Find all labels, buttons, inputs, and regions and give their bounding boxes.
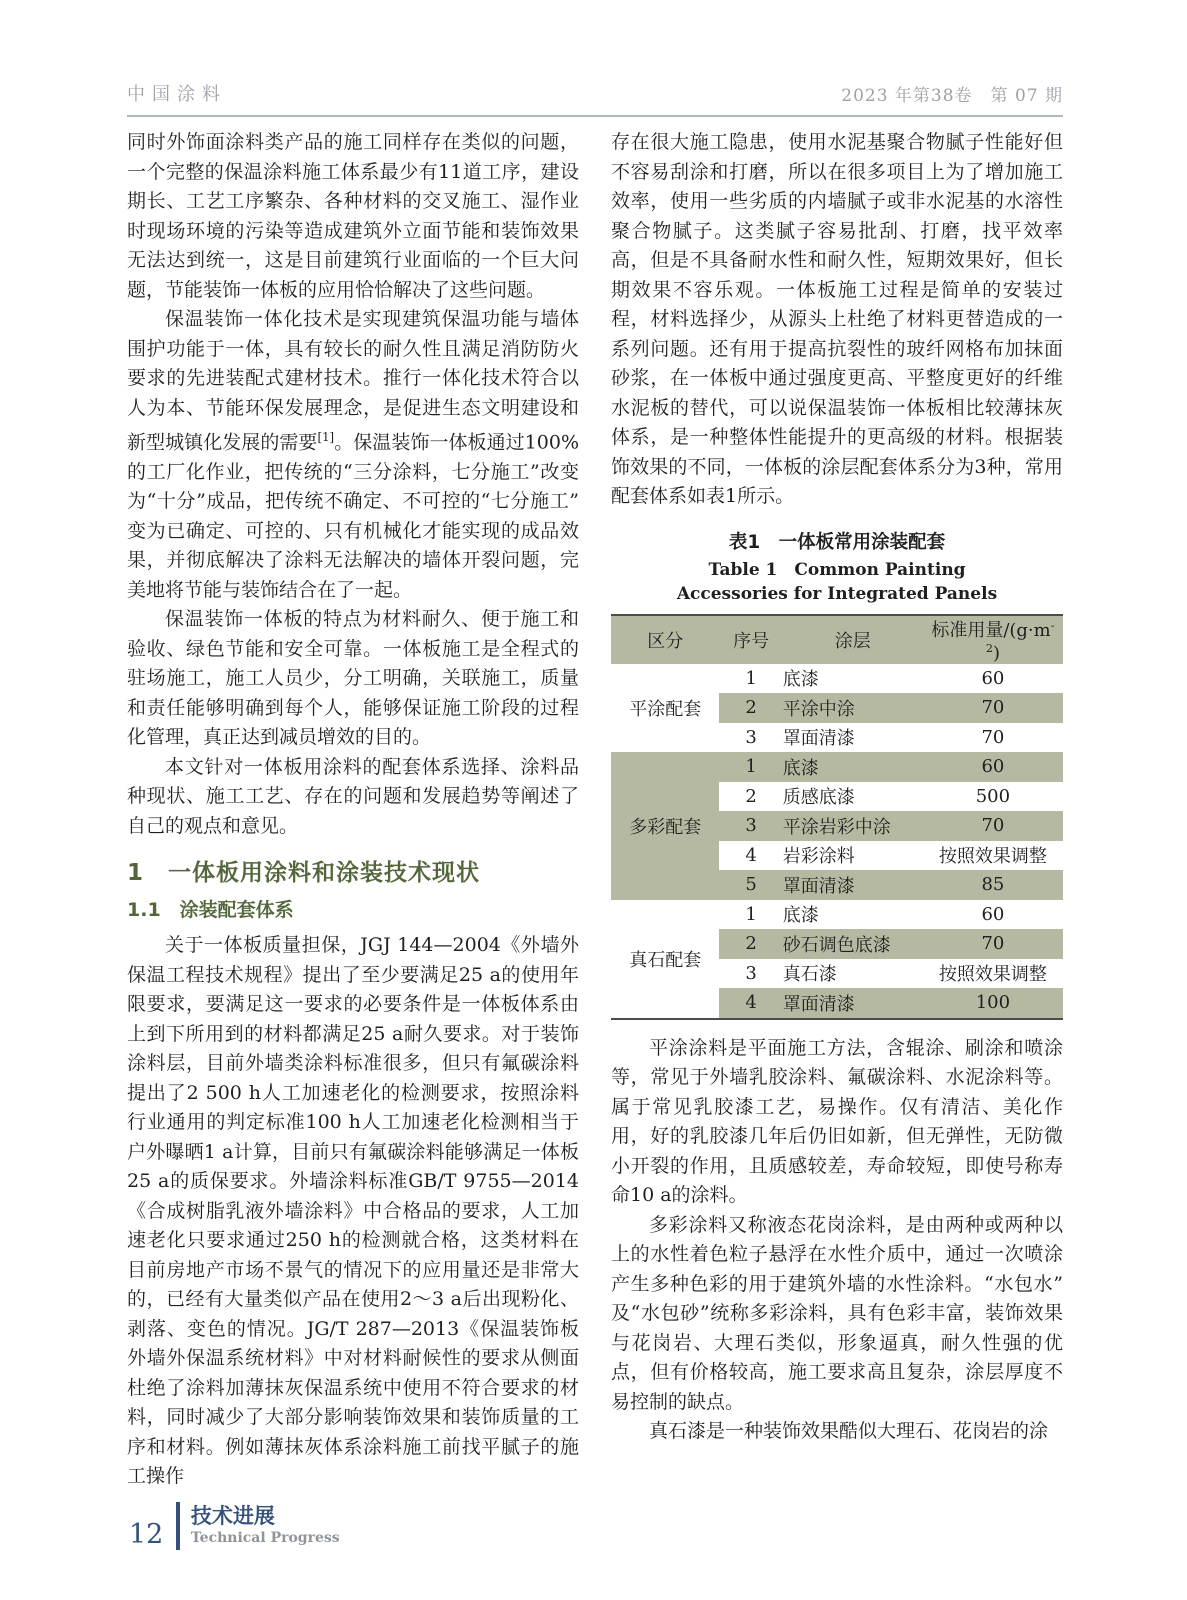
table-cell: 平涂中涂 <box>783 693 923 723</box>
coating-system-table <box>611 614 1063 1020</box>
table-cell: 3 <box>719 811 782 841</box>
footer-section-zh: 技术进展 <box>190 1504 275 1528</box>
table-caption-zh: 表1 一体板常用涂装配套 <box>728 531 946 553</box>
table-cell: 500 <box>975 785 1011 807</box>
table-cell: 罩面清漆 <box>782 728 855 750</box>
table-cell: 岩彩涂料 <box>782 846 855 868</box>
paragraph: 保温装饰一体化技术是实现建筑保温功能与墙体围护功能于一体，具有较长的耐久性且满足消防防火要求的先进装配式建材技术。推行一体化技术符合以人为本、节能环保发展理念，是促进生态文明建设和新型城镇化发展的需要[1]。保温装饰一体板通过100%的工厂化作业，把传统的“三分涂料，七分施工”改变为“十分”成品，把传统不确定、不可控的“七分施工”变为已确定、可控的、只有机械化才能实现的成品效果，并彻底解决了涂料无法解决的墙体开裂问题，完美地将节能与装饰结合在了一起。 <box>127 308 579 601</box>
reference-marker: [1] <box>317 430 335 444</box>
table-cell: 2 <box>719 693 782 723</box>
table-cell: 4 <box>745 844 757 866</box>
table-cell: 底漆 <box>783 752 923 782</box>
table-row <box>611 664 1063 694</box>
paragraph: 同时外饰面涂料类产品的施工同样存在类似的问题，一个完整的保温涂料施工体系最少有11道工序，建设期长、工艺工序繁杂、各种材料的交叉施工、湿作业时现场环境的污染等造成建筑外立面节能和装饰效果无法达到统一，这是目前建筑行业面临的一个巨大问题，节能装饰一体板的应用恰恰解决了这些问题。 <box>127 131 579 301</box>
left-column <box>127 128 579 1492</box>
table-cell: 底漆 <box>782 669 819 691</box>
table-cell: 2 <box>745 785 757 807</box>
table-cell: 70 <box>981 726 1005 748</box>
table-cell: 1 <box>745 667 757 689</box>
paragraph: 保温装饰一体板的特点为材料耐久、便于施工和验收、绿色节能和安全可靠。一体板施工是全程式的驻场施工，施工人员少，分工明确，关联施工，质量和责任能够明确到每个人，能够保证施工阶段的过程化管理，真正达到减员增效的目的。 <box>127 608 579 749</box>
subsection-heading: 1.1 涂装配套体系 <box>127 899 294 922</box>
running-head <box>127 80 1063 117</box>
table-cell: 1 <box>719 752 782 782</box>
table-row <box>611 752 1063 782</box>
table-header-row <box>611 615 1063 664</box>
footer-section <box>191 1504 340 1548</box>
table-cell: 60 <box>981 667 1005 689</box>
section-heading: 1 一体板用涂料和涂装技术现状 <box>127 860 481 887</box>
table-cell: 罩面清漆 <box>783 988 923 1019</box>
column-header-usage: 标准用量$/(g\cdot m^{-2})$ <box>923 615 1063 664</box>
paragraph: 平涂涂料是平面施工方法，含辊涂、刷涂和喷涂等，常见于外墙乳胶涂料、氟碳涂料、水泥涂料等。属于常见乳胶漆工艺，易操作。仅有清洁、美化作用，好的乳胶漆几年后仍旧如新，但无弹性，无防微小开裂的作用，且质感较差，寿命较短，即使号称寿命10 a的涂料。 <box>611 1036 1063 1206</box>
table-cell: 85 <box>923 870 1063 900</box>
group-cell: 平涂配套 <box>629 698 702 720</box>
table-cell: 70 <box>923 693 1063 723</box>
two-column-body <box>127 128 1063 1492</box>
issue-info: 2023 年第38卷 第 07 期 <box>841 86 1063 106</box>
page-footer <box>129 1502 340 1550</box>
footer-divider-bar <box>176 1502 180 1550</box>
table-cell: 100 <box>923 988 1063 1019</box>
table-row <box>611 900 1063 930</box>
table-cell: 按照效果调整 <box>938 846 1047 868</box>
table-cell: 60 <box>923 752 1063 782</box>
group-cell: 真石配套 <box>629 949 702 971</box>
table-cell: 底漆 <box>782 905 819 927</box>
table-cell: 1 <box>745 903 757 925</box>
table-cell: 2 <box>719 929 782 959</box>
table-cell: 60 <box>981 903 1005 925</box>
group-cell: 多彩配套 <box>611 752 719 900</box>
table-cell: 3 <box>745 726 757 748</box>
paragraph: 关于一体板质量担保，JGJ 144—2004《外墙外保温工程技术规程》提出了至少要满足25 a的使用年限要求，要满足这一要求的必要条件是一体板体系由上到下所用到的材料都满足25 a耐久要求。对于装饰涂料层，目前外墙类涂料标准很多，但只有氟碳涂料提出了2 500 h人工加速老化的检测要求，按照涂料行业通用的判定标准100 h人工加速老化检测相当于户外曝晒1 a计算，目前只有氟碳涂料能够满足一体板25 a的质保要求。外墙涂料标准GB/T 9755—2014《合成树脂乳液外墙涂料》中合格品的要求，人工加速老化只要求通过250 h的检测就合格，这类材料在目前房地产市场不景气的情况下的应用量还是非常大的，已经有大量类似产品在使用2～3 a后出现粉化、剥落、变色的情况。JG/T 287—2013《保温装饰板外墙外保温系统材料》中对材料耐候性的要求从侧面杜绝了涂料加薄抹灰保温系统中使用不符合要求的材料，同时减少了大部分影响装饰效果和装饰质量的工序和材料。例如薄抹灰体系涂料施工前找平腻子的施工操作 <box>127 934 579 1488</box>
table-cell: 砂石调色底漆 <box>783 929 923 959</box>
paragraph: 多彩涂料又称液态花岗涂料，是由两种或两种以上的水性着色粒子悬浮在水性介质中，通过一次喷涂产生多种色彩的用于建筑外墙的水性涂料。“水包水”及“水包砂”统称多彩涂料，具有色彩丰富，装饰效果与花岗岩、大理石类似，形象逼真，耐久性强的优点，但有价格较高，施工要求高且复杂，涂层厚度不易控制的缺点。 <box>611 1213 1063 1413</box>
paragraph: 存在很大施工隐患，使用水泥基聚合物腻子性能好但不容易刮涂和打磨，所以在很多项目上为了增加施工效率，使用一些劣质的内墙腻子或非水泥基的水溶性聚合物腻子。这类腻子容易批刮、打磨，找平效率高，但是不具备耐水性和耐久性，短期效果好，但长期效果不容乐观。一体板施工过程是简单的安装过程，材料选择少，从源头上杜绝了材料更替造成的一系列问题。还有用于提高抗裂性的玻纤网格布加抹面砂浆，在一体板中通过强度更高、平整度更好的纤维水泥板的替代，可以说保温装饰一体板相比较薄抹灰体系，是一种整体性能提升的更高级的材料。根据装饰效果的不同，一体板的涂层配套体系分为3种，常用配套体系如表1所示。 <box>611 131 1063 507</box>
page-number: 12 <box>129 1519 164 1550</box>
column-header: 区分 <box>611 615 719 664</box>
table-caption-en: Table 1 Common Painting Accessories for Integrated Panels <box>676 559 998 604</box>
column-header: 涂层 <box>783 615 923 664</box>
paragraph: 真石漆是一种装饰效果酷似大理石、花岗岩的涂 <box>649 1420 1049 1442</box>
right-column <box>611 128 1063 1492</box>
table-cell: 70 <box>923 811 1063 841</box>
table-cell: 70 <box>923 929 1063 959</box>
column-header: 序号 <box>719 615 782 664</box>
table-cell: 5 <box>719 870 782 900</box>
table-cell: 真石漆 <box>782 964 837 986</box>
table-cell: 平涂岩彩中涂 <box>783 811 923 841</box>
table-cell: 罩面清漆 <box>783 870 923 900</box>
paragraph: 本文针对一体板用涂料的配套体系选择、涂料品种现状、施工工艺、存在的问题和发展趋势等阐述了自己的观点和意见。 <box>127 755 579 837</box>
table-cell: 4 <box>719 988 782 1019</box>
footer-section-en: Technical Progress <box>190 1530 340 1546</box>
journal-title: 中国涂料 <box>127 84 227 105</box>
table-cell: 3 <box>745 962 757 984</box>
table-cell: 按照效果调整 <box>938 964 1047 986</box>
table-cell: 质感底漆 <box>782 787 855 809</box>
usage-exponent: -2 <box>985 618 1055 655</box>
